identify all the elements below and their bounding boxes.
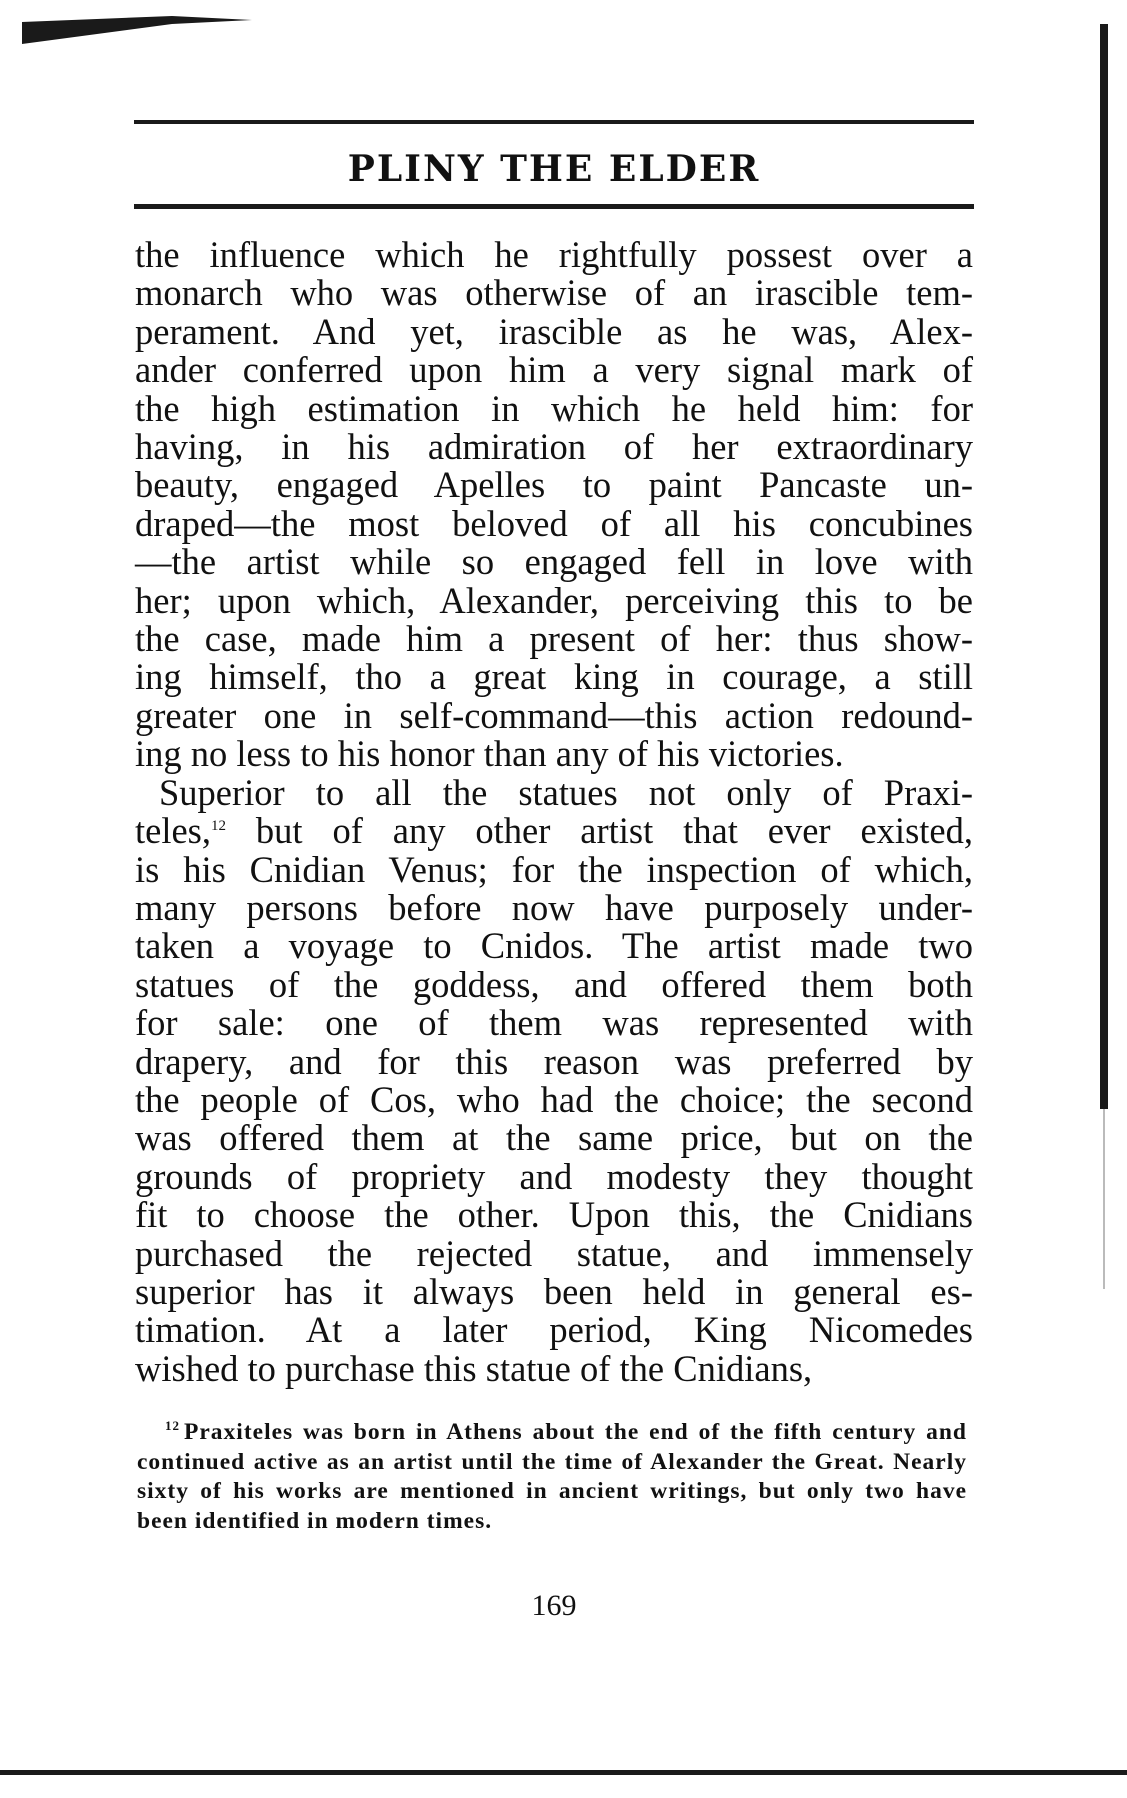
right-scan-edge	[1100, 24, 1108, 1109]
body-line: her; upon which, Alexander, perceiving this to be	[135, 579, 973, 621]
body-line: the influence which he rightfully possest over a	[135, 234, 973, 275]
body-line: timation. At a later period, King Nicomedes	[135, 1309, 973, 1351]
body-line: fit to choose the other. Upon this, the Cnidians	[135, 1194, 973, 1236]
body-line: statues of the goddess, and offered them both	[135, 963, 973, 1005]
corner-scan-mark	[22, 16, 252, 44]
right-scan-edge-tail	[1103, 1109, 1105, 1289]
body-line: perament. And yet, irascible as he was, Alex-	[135, 310, 973, 352]
running-head: PLINY THE ELDER	[347, 148, 761, 190]
body-line: ing no less to his honor than any of his victories.	[135, 733, 844, 775]
body-line: drapery, and for this reason was preferred by	[135, 1040, 973, 1082]
body-line: ing himself, tho a great king in courage, a still	[135, 656, 973, 698]
footnote-reference: 12	[211, 817, 227, 834]
body-line: purchased the rejected statue, and immensely	[135, 1232, 973, 1274]
body-line: taken a voyage to Cnidos. The artist made two	[135, 925, 973, 967]
body-line: having, in his admiration of her extraordinary	[135, 426, 973, 468]
header-bottom-rule	[134, 204, 974, 209]
body-text-fragment: but of any other artist that ever existed,	[226, 810, 973, 852]
body-line: was offered them at the same price, but on the	[135, 1117, 973, 1159]
body-line: grounds of propriety and modesty they thought	[135, 1155, 973, 1197]
body-line: beauty, engaged Apelles to paint Pancaste un-	[135, 464, 973, 506]
body-line: superior has it always been held in general es-	[135, 1270, 973, 1312]
body-line: ander conferred upon him a very signal mark of	[135, 349, 973, 391]
body-line-with-footnote-ref	[135, 812, 973, 850]
body-line: wished to purchase this statue of the Cnidians,	[135, 1347, 813, 1389]
header-top-rule	[134, 120, 974, 124]
body-line: for sale: one of them was represented with	[135, 1002, 973, 1044]
body-line: Superior to all the statues not only of Praxi-	[159, 771, 973, 813]
body-text-fragment: teles,	[135, 810, 212, 852]
bottom-scan-edge	[0, 1770, 1127, 1775]
body-text	[135, 236, 973, 1388]
body-line: draped—the most beloved of all his concubines	[135, 502, 973, 544]
footnote-number: 12	[165, 1418, 180, 1434]
body-line: is his Cnidian Venus; for the inspection of which,	[135, 848, 973, 890]
body-line: many persons before now have purposely under-	[135, 886, 973, 928]
body-line: the high estimation in which he held him: for	[135, 387, 973, 429]
body-line: greater one in self-command—this action redound-	[135, 694, 973, 736]
footnote-text: Praxiteles was born in Athens about the end of the fifth century and continued active as an artist until the time of Alexander the Great. Nearly sixty of his works are mentioned in ancient writings, but only two have been identified in modern times.	[137, 1419, 967, 1534]
footnote-paragraph	[137, 1418, 967, 1536]
body-line: —the artist while so engaged fell in love with	[135, 541, 973, 583]
body-line: the case, made him a present of her: thus show-	[135, 618, 973, 660]
footnote	[137, 1418, 967, 1536]
body-line: the people of Cos, who had the choice; the second	[135, 1078, 973, 1120]
page-number: 169	[531, 1589, 577, 1622]
body-line: monarch who was otherwise of an irascible tem-	[135, 272, 973, 314]
